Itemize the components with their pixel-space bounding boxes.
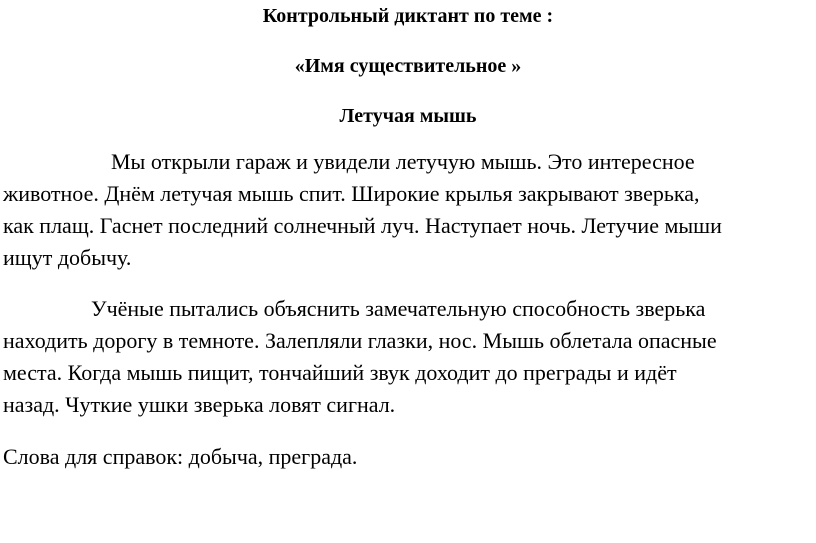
paragraph-1-line: ищут добычу. — [3, 245, 132, 270]
paragraph-1 — [3, 146, 810, 274]
paragraph-1-line: животное. Днём летучая мышь спит. Широкие крылья закрывают зверька, — [3, 181, 700, 206]
dictation-topic: «Имя существительное » — [294, 55, 522, 77]
paragraph-2-line: находить дорогу в темноте. Залепляли глазки, нос. Мышь облетала опасные — [3, 328, 717, 353]
paragraph-2-line: Учёные пытались объяснить замечательную способность зверька — [91, 296, 706, 321]
reference-words — [3, 441, 810, 473]
paragraph-2 — [3, 293, 810, 421]
reference-words-line: Слова для справок: добыча, преграда. — [3, 444, 358, 469]
dictation-text-title: Летучая мышь — [339, 105, 477, 127]
paragraph-2-line: назад. Чуткие ушки зверька ловят сигнал. — [3, 392, 396, 417]
paragraph-2-line: места. Когда мышь пищит, тончайший звук доходит до преграды и идёт — [3, 360, 677, 385]
paragraph-1-line: Мы открыли гараж и увидели летучую мышь. Это интересное — [111, 149, 695, 174]
dictation-title: Контрольный диктант по теме : — [262, 5, 554, 27]
paragraph-1-line: как плащ. Гаснет последний солнечный луч. Наступает ночь. Летучие мыши — [3, 213, 722, 238]
